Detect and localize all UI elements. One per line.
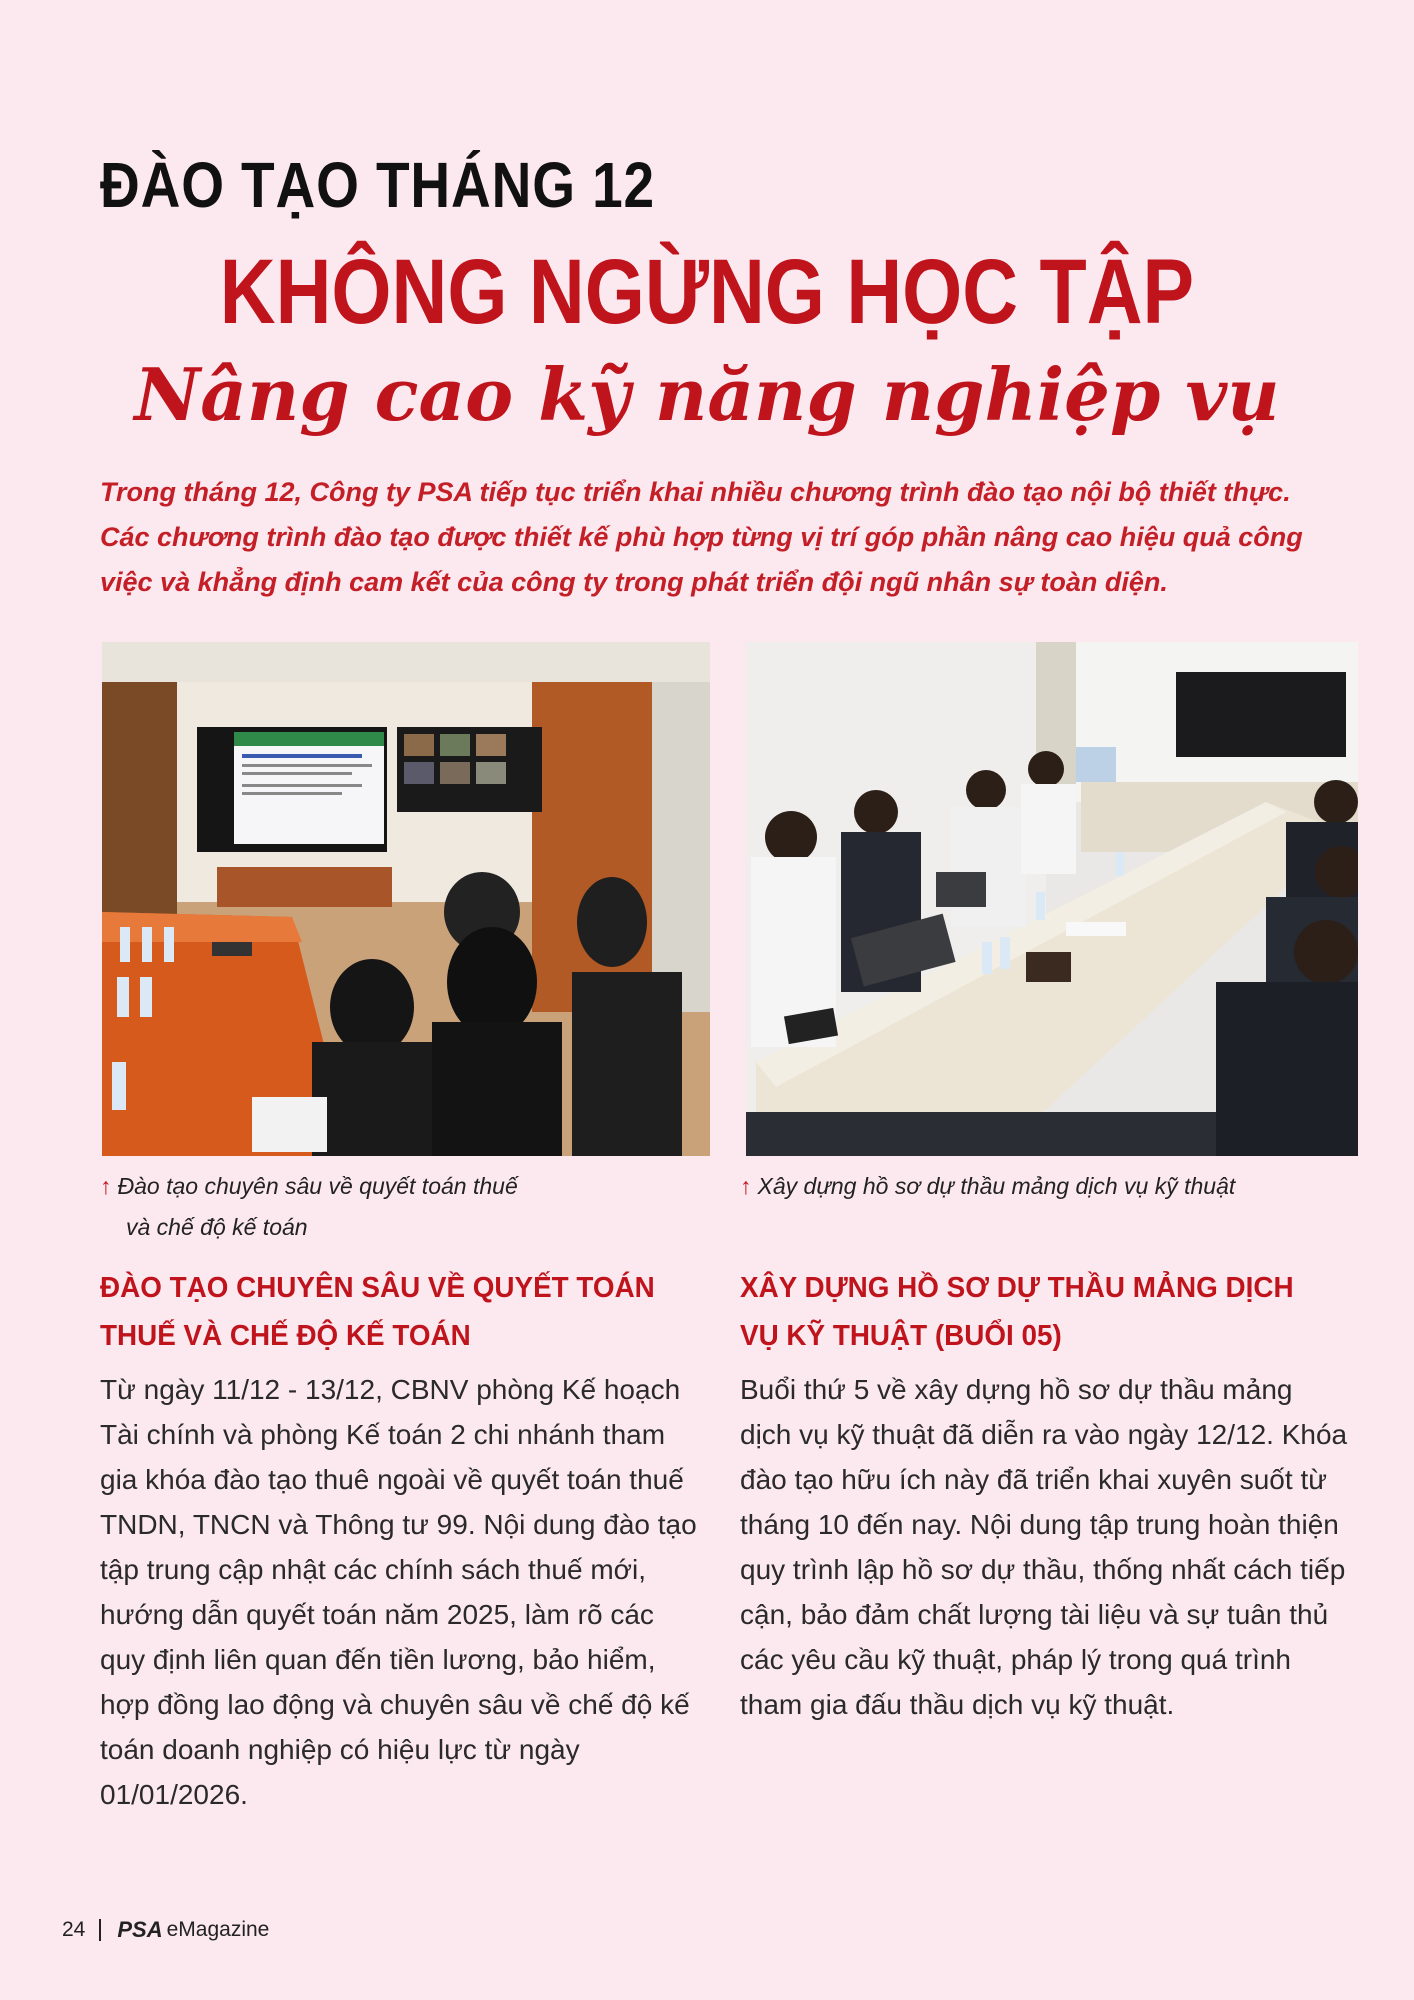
page-subheadline: Nâng cao kỹ năng nghiệp vụ	[134, 352, 1280, 437]
page-number: 24	[62, 1918, 86, 1941]
brand-logo: PSA	[117, 1917, 163, 1942]
section-body-bidding: Buổi thứ 5 về xây dựng hồ sơ dự thầu mảng dịch vụ kỹ thuật đã diễn ra vào ngày 12/12. Khóa đào tạo hữu ích này đã triển khai xuyên suốt từ tháng 10 đến nay. Nội dung tập trung hoàn thiện quy trình lập hồ sơ dự thầu, thống nhất cách tiếp cận, bảo đảm chất lượng tài liệu và sự tuân thủ các yêu cầu kỹ thuật, pháp lý trong quá trình tham gia đấu thầu dịch vụ kỹ thuật.	[740, 1374, 1348, 1720]
page-footer	[62, 1917, 269, 1943]
page-kicker-title: ĐÀO TẠO THÁNG 12	[100, 149, 656, 221]
headline-text: KHÔNG NGỪNG HỌC TẬP	[219, 241, 1195, 343]
arrow-up-icon: ↑	[740, 1173, 752, 1199]
photo-tax-training-illustration	[102, 642, 710, 1156]
arrow-up-icon: ↑	[100, 1173, 112, 1199]
photo-bidding-training	[746, 642, 1358, 1156]
caption-tax-line1: Đào tạo chuyên sâu về quyết toán thuế	[117, 1173, 518, 1199]
caption-tax-line2: và chế độ kế toán	[126, 1214, 308, 1240]
footer-divider	[99, 1919, 101, 1941]
caption-tax-training	[100, 1166, 660, 1248]
section-heading-tax: ĐÀO TẠO CHUYÊN SÂU VỀ QUYẾT TOÁN THUẾ VÀ CHẾ ĐỘ KẾ TOÁN	[100, 1272, 655, 1352]
intro-paragraph: Trong tháng 12, Công ty PSA tiếp tục triển khai nhiều chương trình đào tạo nội bộ thiết thực. Các chương trình đào tạo được thiết kế phù hợp từng vị trí góp phần nâng cao hiệu quả công việc và khẳng định cam kết của công ty trong phát triển đội ngũ nhân sự toàn diện.	[100, 477, 1303, 597]
photo-tax-training	[102, 642, 710, 1156]
section-heading-bidding: XÂY DỰNG HỒ SƠ DỰ THẦU MẢNG DỊCH VỤ KỸ THUẬT (BUỔI 05)	[740, 1272, 1294, 1352]
caption-bidding-training	[740, 1166, 1360, 1207]
photo-bidding-training-illustration	[746, 642, 1358, 1156]
publication-name: eMagazine	[166, 1918, 270, 1941]
section-body-tax: Từ ngày 11/12 - 13/12, CBNV phòng Kế hoạch Tài chính và phòng Kế toán 2 chi nhánh tham gia khóa đào tạo thuê ngoài về quyết toán thuế TNDN, TNCN và Thông tư 99. Nội dung đào tạo tập trung cập nhật các chính sách thuế mới, hướng dẫn quyết toán năm 2025, làm rõ các quy định liên quan đến tiền lương, bảo hiểm, hợp đồng lao động và chuyên sâu về chế độ kế toán doanh nghiệp có hiệu lực từ ngày 01/01/2026.	[100, 1374, 697, 1810]
page-headline	[0, 240, 1414, 345]
caption-bidding-line1: Xây dựng hồ sơ dự thầu mảng dịch vụ kỹ thuật	[757, 1173, 1236, 1199]
